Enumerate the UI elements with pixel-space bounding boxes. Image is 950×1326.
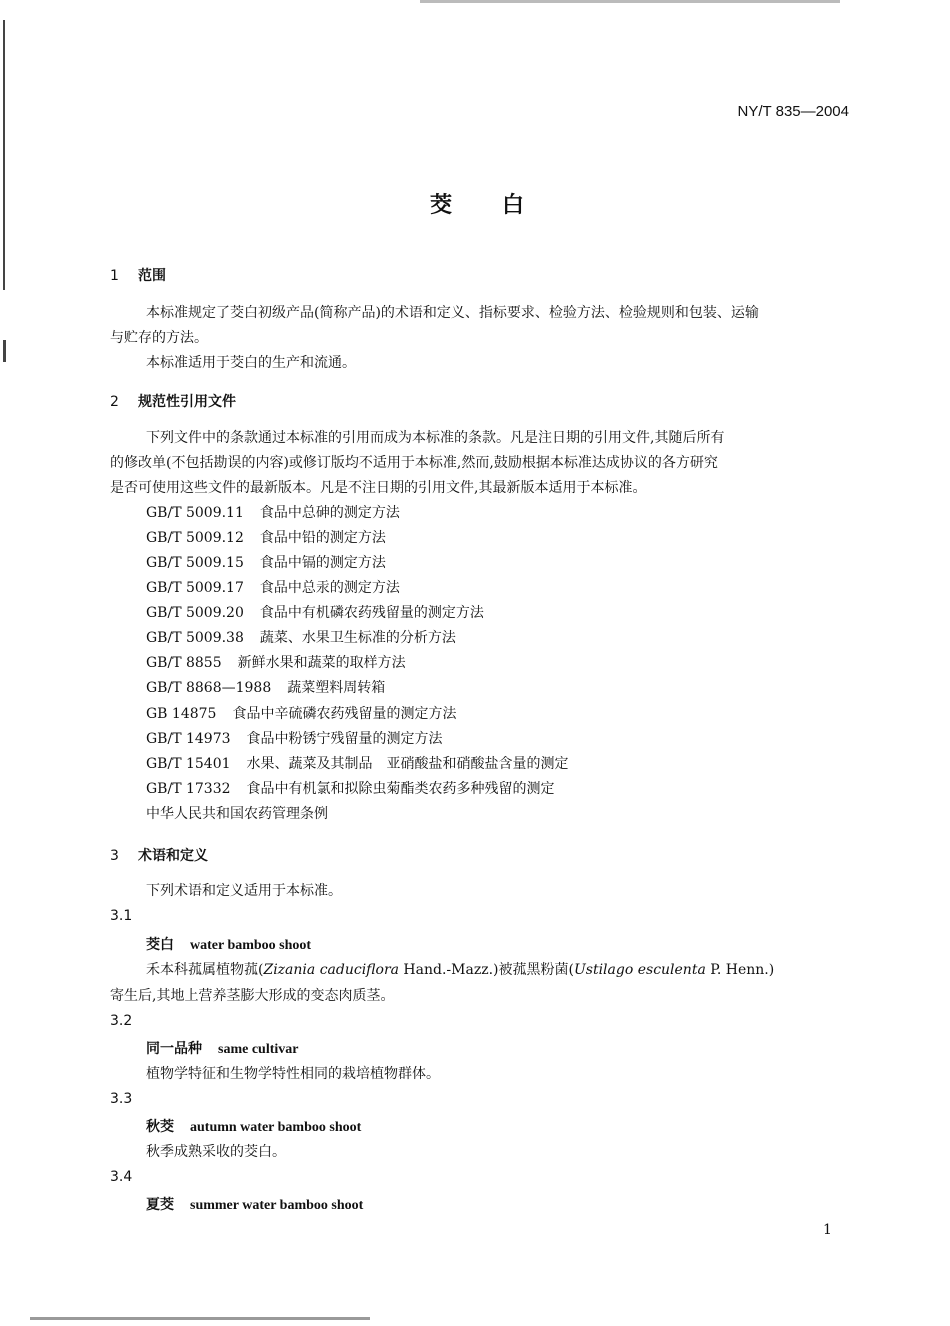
section-title: 规范性引用文件: [138, 394, 236, 410]
reference-item: [146, 602, 484, 622]
reference-title: 水果、蔬菜及其制品 亚硝酸盐和硝酸盐含量的测定: [246, 756, 569, 772]
page-title: 茭白: [430, 193, 575, 218]
section-1-heading: [110, 265, 166, 285]
reference-item: [146, 552, 386, 572]
reference-item: [146, 627, 456, 647]
definition-text: Hand.-Mazz.)被菰黑粉菌(: [398, 962, 574, 978]
term-entry: [146, 1194, 363, 1214]
reference-title: 食品中有机氯和拟除虫菊酯类农药多种残留的测定: [246, 781, 555, 797]
scan-top-edge: [420, 0, 840, 3]
term-en: summer water bamboo shoot: [190, 1198, 364, 1213]
reference-code: GB/T 5009.38: [146, 630, 244, 646]
clause-number: 3.2: [110, 1013, 133, 1029]
reference-code: GB/T 5009.15: [146, 555, 244, 571]
reference-title: 新鲜水果和蔬菜的取样方法: [237, 655, 406, 671]
paragraph-line: 与贮存的方法。: [110, 330, 208, 346]
term-cn: 夏茭: [146, 1197, 174, 1213]
reference-item: [146, 778, 555, 798]
section-number: 1: [110, 268, 119, 284]
reference-code: GB/T 5009.17: [146, 580, 244, 596]
paragraph-line: 下列术语和定义适用于本标准。: [146, 883, 342, 899]
reference-item: [146, 753, 569, 773]
reference-code: GB/T 5009.20: [146, 605, 244, 621]
term-cn: 茭白: [146, 937, 174, 953]
scientific-name: Ustilago esculenta: [573, 962, 706, 978]
definition-line: 寄生后,其地上营养茎膨大形成的变态肉质茎。: [110, 988, 395, 1004]
reference-title: 蔬菜塑料周转箱: [287, 680, 386, 696]
reference-code: GB/T 5009.12: [146, 530, 244, 546]
page-number: 1: [823, 1222, 832, 1238]
reference-code: GB/T 8855: [146, 655, 222, 671]
reference-item: [146, 703, 456, 723]
definition-text: P. Henn.): [705, 962, 775, 978]
reference-code: GB/T 17332: [146, 781, 231, 797]
term-entry: [146, 934, 311, 954]
reference-title: 蔬菜、水果卫生标准的分析方法: [259, 630, 456, 646]
definition-line: 植物学特征和生物学特性相同的栽培植物群体。: [146, 1066, 440, 1082]
paragraph-line: 本标准规定了茭白初级产品(简称产品)的术语和定义、指标要求、检验方法、检验规则和包装、运输: [146, 305, 759, 321]
binding-edge-line: [3, 20, 5, 290]
reference-item: [146, 728, 443, 748]
reference-code: GB/T 15401: [146, 756, 231, 772]
term-en: water bamboo shoot: [190, 938, 312, 953]
reference-item: [146, 677, 385, 697]
reference-item: [146, 577, 400, 597]
reference-title: 食品中镉的测定方法: [259, 555, 386, 571]
scan-bottom-edge: [30, 1317, 370, 1320]
standard-number: NY/T 835—2004: [737, 103, 849, 120]
reference-item: [146, 502, 400, 522]
reference-title: 食品中总汞的测定方法: [259, 580, 400, 596]
section-number: 2: [110, 394, 119, 410]
definition-line: 秋季成熟采收的茭白。: [146, 1144, 286, 1160]
clause-number: 3.4: [110, 1169, 133, 1185]
definition-line: [146, 959, 774, 979]
reference-code: GB/T 8868—1988: [146, 680, 272, 696]
clause-number: 3.3: [110, 1091, 133, 1107]
section-title: 术语和定义: [138, 848, 208, 864]
reference-regulation: 中华人民共和国农药管理条例: [146, 806, 328, 822]
section-2-heading: [110, 391, 236, 411]
reference-title: 食品中辛硫磷农药残留量的测定方法: [232, 706, 457, 722]
section-title: 范围: [138, 268, 166, 284]
term-entry: [146, 1116, 361, 1136]
term-en: autumn water bamboo shoot: [190, 1120, 362, 1135]
reference-code: GB 14875: [146, 706, 217, 722]
scientific-name: Zizania caduciflora: [263, 962, 399, 978]
reference-title: 食品中有机磷农药残留量的测定方法: [259, 605, 484, 621]
paragraph-line: 下列文件中的条款通过本标准的引用而成为本标准的条款。凡是注日期的引用文件,其随后所有: [146, 430, 725, 446]
reference-item: [146, 527, 386, 547]
definition-text: 禾本科菰属植物菰(: [146, 962, 264, 978]
reference-item: [146, 652, 406, 672]
reference-code: GB/T 5009.11: [146, 505, 244, 521]
reference-title: 食品中粉锈宁残留量的测定方法: [246, 731, 443, 747]
term-en: same cultivar: [218, 1042, 299, 1057]
term-cn: 同一品种: [146, 1041, 202, 1057]
section-3-heading: [110, 845, 208, 865]
section-number: 3: [110, 848, 119, 864]
reference-code: GB/T 14973: [146, 731, 231, 747]
paragraph-line: 的修改单(不包括勘误的内容)或修订版均不适用于本标准,然而,鼓励根据本标准达成协议的各方研究: [110, 455, 718, 471]
term-entry: [146, 1038, 298, 1058]
paragraph-line: 本标准适用于茭白的生产和流通。: [146, 355, 356, 371]
paragraph-line: 是否可使用这些文件的最新版本。凡是不注日期的引用文件,其最新版本适用于本标准。: [110, 480, 647, 496]
reference-title: 食品中铅的测定方法: [259, 530, 386, 546]
term-cn: 秋茭: [146, 1119, 174, 1135]
reference-title: 食品中总砷的测定方法: [259, 505, 400, 521]
binding-edge-mark: [3, 340, 6, 362]
clause-number: 3.1: [110, 908, 133, 924]
